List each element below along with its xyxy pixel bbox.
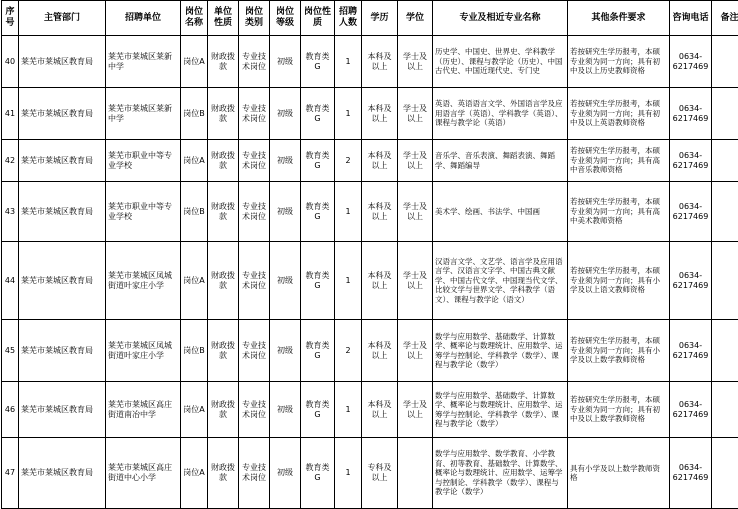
cell-post: 岗位A — [181, 36, 208, 88]
cell-major: 数学与应用数学、基础数学、计算数学、概率论与数理统计、应用数学、运筹学与控制论、学科教学（数学）、课程与教学论（数学） — [433, 382, 568, 438]
cell-category: 专业技术岗位 — [239, 36, 270, 88]
cell-nature: 财政拨款 — [208, 88, 239, 140]
cell-no: 46 — [2, 382, 19, 438]
cell-no: 45 — [2, 320, 19, 382]
cell-other: 若按研究生学历报考，本硕专业须为同一方向；具有高中音乐教师资格 — [568, 140, 670, 182]
cell-phone: 0634-6217469 — [670, 382, 712, 438]
cell-count: 1 — [335, 382, 362, 438]
cell-unit: 莱芜市莱城区凤城街道叶家庄小学 — [106, 320, 181, 382]
cell-degree: 学士及以上 — [398, 382, 433, 438]
table-row — [2, 140, 738, 182]
cell-unit: 莱芜市莱城区高庄街道中心小学 — [106, 438, 181, 509]
cell-dept: 莱芜市莱城区教育局 — [19, 140, 106, 182]
cell-degree: 学士及以上 — [398, 242, 433, 320]
cell-major: 英语、英语语言文学、外国语言学及应用语言学（英语）、学科教学（英语）、课程与教学论（英语） — [433, 88, 568, 140]
cell-post-nature: 教育类G — [301, 438, 335, 509]
cell-degree — [398, 438, 433, 509]
table-row — [2, 320, 738, 382]
cell-phone: 0634-6217469 — [670, 88, 712, 140]
header-dept: 主管部门 — [19, 1, 106, 36]
cell-count: 1 — [335, 36, 362, 88]
cell-dept: 莱芜市莱城区教育局 — [19, 88, 106, 140]
cell-dept: 莱芜市莱城区教育局 — [19, 182, 106, 242]
cell-dept: 莱芜市莱城区教育局 — [19, 320, 106, 382]
cell-nature: 财政拨款 — [208, 320, 239, 382]
cell-post: 岗位A — [181, 242, 208, 320]
table-body — [2, 36, 738, 509]
table-row — [2, 182, 738, 242]
table-row — [2, 438, 738, 509]
cell-level: 初级 — [270, 140, 301, 182]
cell-post: 岗位B — [181, 320, 208, 382]
cell-no: 40 — [2, 36, 19, 88]
cell-count: 1 — [335, 182, 362, 242]
cell-phone: 0634-6217469 — [670, 242, 712, 320]
cell-unit: 莱芜市莱城区高庄街道南冶中学 — [106, 382, 181, 438]
recruitment-table — [1, 0, 738, 509]
cell-degree: 学士及以上 — [398, 88, 433, 140]
cell-note — [712, 88, 738, 140]
header-phone: 咨询电话 — [670, 1, 712, 36]
cell-nature: 财政拨款 — [208, 242, 239, 320]
cell-note — [712, 382, 738, 438]
cell-unit: 莱芜市职业中等专业学校 — [106, 182, 181, 242]
cell-post: 岗位A — [181, 140, 208, 182]
cell-other: 若按研究生学历报考，本硕专业须为同一方向；具有高中美术教师资格 — [568, 182, 670, 242]
cell-edu: 本科及以上 — [362, 242, 398, 320]
cell-other: 若按研究生学历报考，本硕专业须为同一方向；具有初中及以上英语教师资格 — [568, 88, 670, 140]
cell-edu: 本科及以上 — [362, 140, 398, 182]
cell-edu: 本科及以上 — [362, 382, 398, 438]
header-level: 岗位等级 — [270, 1, 301, 36]
header-major: 专业及相近专业名称 — [433, 1, 568, 36]
cell-nature: 财政拨款 — [208, 438, 239, 509]
cell-unit: 莱芜市莱城区凤城街道叶家庄小学 — [106, 242, 181, 320]
cell-post: 岗位A — [181, 438, 208, 509]
cell-edu: 本科及以上 — [362, 320, 398, 382]
cell-degree: 学士及以上 — [398, 140, 433, 182]
cell-post-nature: 教育类G — [301, 36, 335, 88]
cell-count: 1 — [335, 242, 362, 320]
cell-major: 数学与应用数学、数学教育、小学教育、初等教育、基础数学、计算数学、概率论与数理统计、应用数学、运筹学与控制论、学科教学（数学）、课程与教学论（数学） — [433, 438, 568, 509]
cell-dept: 莱芜市莱城区教育局 — [19, 438, 106, 509]
cell-edu: 本科及以上 — [362, 36, 398, 88]
cell-edu: 专科及以上 — [362, 438, 398, 509]
cell-post-nature: 教育类G — [301, 140, 335, 182]
cell-post: 岗位A — [181, 382, 208, 438]
cell-note — [712, 182, 738, 242]
cell-major: 汉语言文学、文艺学、语言学及应用语言学、汉语言文字学、中国古典文献学、中国古代文学、中国现当代文学、比较文学与世界文学、学科教学（语文）、课程与教学论（语文） — [433, 242, 568, 320]
cell-level: 初级 — [270, 36, 301, 88]
cell-category: 专业技术岗位 — [239, 438, 270, 509]
header-degree: 学位 — [398, 1, 433, 36]
cell-phone: 0634-6217469 — [670, 320, 712, 382]
header-row — [2, 1, 738, 36]
cell-note — [712, 242, 738, 320]
cell-category: 专业技术岗位 — [239, 140, 270, 182]
cell-other: 若按研究生学历报考，本硕专业须为同一方向；具有小学及以上语文教师资格 — [568, 242, 670, 320]
cell-note — [712, 36, 738, 88]
cell-no: 43 — [2, 182, 19, 242]
table-row — [2, 88, 738, 140]
cell-no: 42 — [2, 140, 19, 182]
cell-note — [712, 320, 738, 382]
header-unit: 招聘单位 — [106, 1, 181, 36]
cell-post-nature: 教育类G — [301, 182, 335, 242]
cell-major: 美术学、绘画、书法学、中国画 — [433, 182, 568, 242]
cell-other: 具有小学及以上数学教师资格 — [568, 438, 670, 509]
header-post: 岗位名称 — [181, 1, 208, 36]
cell-level: 初级 — [270, 242, 301, 320]
table-row — [2, 36, 738, 88]
cell-other: 若按研究生学历报考，本硕专业须为同一方向；具有小学及以上数学教师资格 — [568, 320, 670, 382]
cell-level: 初级 — [270, 382, 301, 438]
cell-count: 1 — [335, 88, 362, 140]
cell-phone: 0634-6217469 — [670, 36, 712, 88]
cell-post: 岗位B — [181, 88, 208, 140]
cell-unit: 莱芜市职业中等专业学校 — [106, 140, 181, 182]
cell-count: 1 — [335, 438, 362, 509]
cell-phone: 0634-6217469 — [670, 140, 712, 182]
cell-nature: 财政拨款 — [208, 382, 239, 438]
cell-dept: 莱芜市莱城区教育局 — [19, 382, 106, 438]
cell-no: 47 — [2, 438, 19, 509]
header-other: 其他条件要求 — [568, 1, 670, 36]
cell-note — [712, 140, 738, 182]
cell-nature: 财政拨款 — [208, 36, 239, 88]
cell-nature: 财政拨款 — [208, 182, 239, 242]
header-post-nature: 岗位性质 — [301, 1, 335, 36]
cell-category: 专业技术岗位 — [239, 88, 270, 140]
table-row — [2, 242, 738, 320]
cell-degree: 学士及以上 — [398, 36, 433, 88]
cell-other: 若按研究生学历报考，本硕专业须为同一方向；具有初中及以上数学教师资格 — [568, 382, 670, 438]
cell-post-nature: 教育类G — [301, 88, 335, 140]
cell-dept: 莱芜市莱城区教育局 — [19, 242, 106, 320]
cell-degree: 学士及以上 — [398, 320, 433, 382]
cell-no: 44 — [2, 242, 19, 320]
cell-post-nature: 教育类G — [301, 242, 335, 320]
cell-level: 初级 — [270, 438, 301, 509]
cell-dept: 莱芜市莱城区教育局 — [19, 36, 106, 88]
cell-level: 初级 — [270, 88, 301, 140]
cell-category: 专业技术岗位 — [239, 182, 270, 242]
header-category: 岗位类别 — [239, 1, 270, 36]
cell-note — [712, 438, 738, 509]
cell-post-nature: 教育类G — [301, 382, 335, 438]
header-no: 序号 — [2, 1, 19, 36]
cell-no: 41 — [2, 88, 19, 140]
cell-count: 2 — [335, 140, 362, 182]
cell-post: 岗位B — [181, 182, 208, 242]
cell-edu: 本科及以上 — [362, 182, 398, 242]
cell-major: 数学与应用数学、基础数学、计算数学、概率论与数理统计、应用数学、运筹学与控制论、学科教学（数学）、课程与教学论（数学） — [433, 320, 568, 382]
table-row — [2, 382, 738, 438]
cell-level: 初级 — [270, 182, 301, 242]
cell-post-nature: 教育类G — [301, 320, 335, 382]
header-nature: 单位性质 — [208, 1, 239, 36]
cell-edu: 本科及以上 — [362, 88, 398, 140]
cell-phone: 0634-6217469 — [670, 438, 712, 509]
cell-category: 专业技术岗位 — [239, 242, 270, 320]
header-edu: 学历 — [362, 1, 398, 36]
cell-category: 专业技术岗位 — [239, 382, 270, 438]
cell-nature: 财政拨款 — [208, 140, 239, 182]
cell-phone: 0634-6217469 — [670, 182, 712, 242]
cell-category: 专业技术岗位 — [239, 320, 270, 382]
cell-unit: 莱芜市莱城区莱新中学 — [106, 36, 181, 88]
cell-unit: 莱芜市莱城区莱新中学 — [106, 88, 181, 140]
cell-major: 音乐学、音乐表演、舞蹈表演、舞蹈学、舞蹈编导 — [433, 140, 568, 182]
cell-level: 初级 — [270, 320, 301, 382]
cell-major: 历史学、中国史、世界史、学科教学（历史）、课程与教学论（历史）、中国古代史、中国近现代史、专门史 — [433, 36, 568, 88]
cell-other: 若按研究生学历报考，本硕专业须为同一方向；具有初中及以上历史教师资格 — [568, 36, 670, 88]
header-count: 招聘人数 — [335, 1, 362, 36]
cell-degree: 学士及以上 — [398, 182, 433, 242]
header-note: 备注 — [712, 1, 738, 36]
cell-count: 2 — [335, 320, 362, 382]
